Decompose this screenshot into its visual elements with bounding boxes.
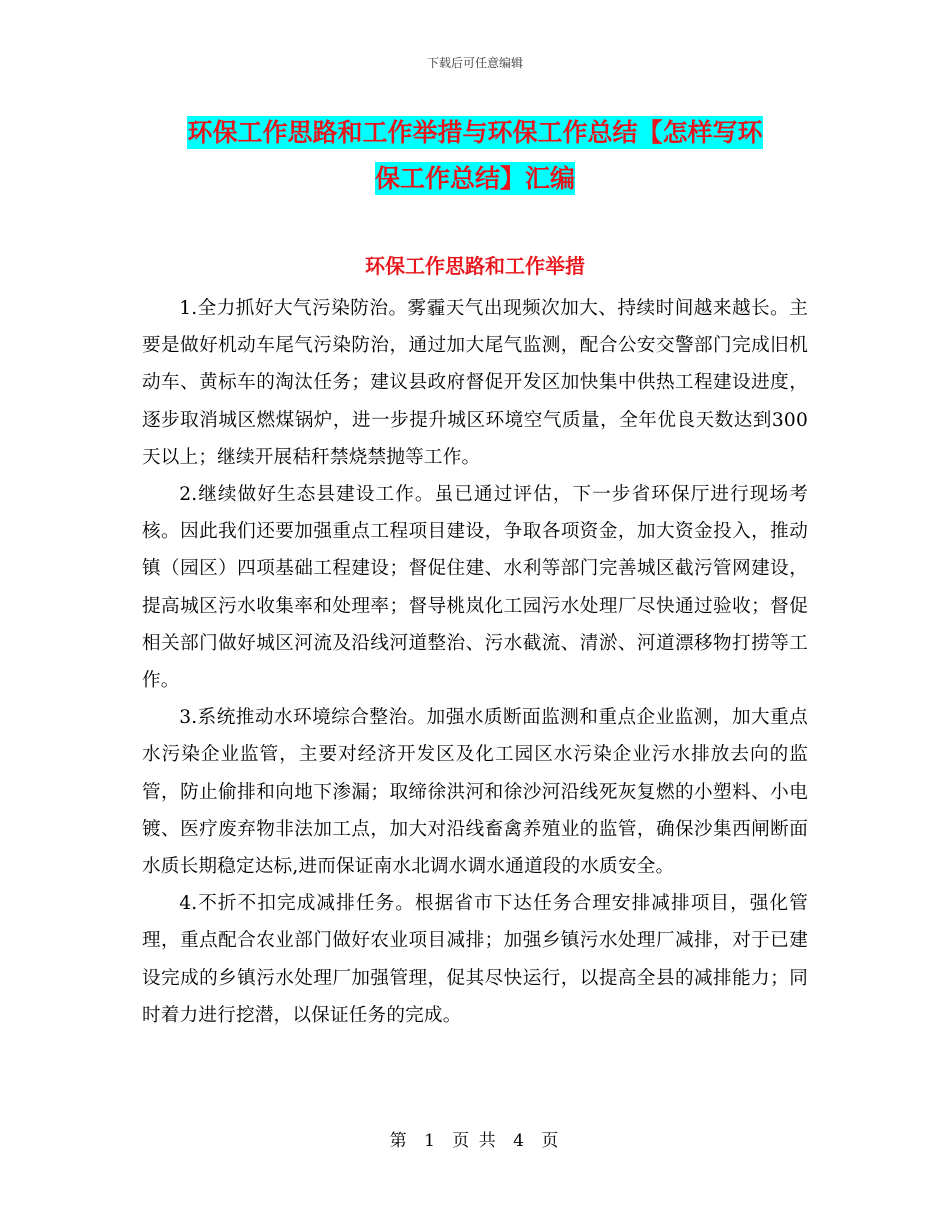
paragraph-3: 3.系统推动水环境综合整治。加强水质断面监测和重点企业监测，加大重点水污染企业监管，主要对经济开发区及化工园区水污染企业污水排放去向的监管，防止偷排和向地下渗漏；取缔徐洪河和徐沙河沿线死灰复燃的小塑料、小电镀、医疗废弃物非法加工点，加大对沿线畜禽养殖业的监管，确保沙集西闸断面水质长期稳定达标,进而保证南水北调水调水通道段的水质安全。	[142, 707, 808, 878]
footer-suffix: 页	[541, 1131, 561, 1151]
document-title	[140, 110, 810, 202]
title-line-2: 保工作总结】汇编	[374, 164, 575, 193]
footer-middle: 页 共	[452, 1131, 498, 1151]
body-text	[142, 290, 808, 1034]
footer-prefix: 第	[389, 1131, 409, 1151]
page-footer	[0, 1126, 950, 1151]
paragraph-2: 2.继续做好生态县建设工作。虽已通过评估，下一步省环保厅进行现场考核。因此我们还要加强重点工程项目建设，争取各项资金，加大资金投入，推动镇（园区）四项基础工程建设；督促住建、水利等部门完善城区截污管网建设，提高城区污水收集率和处理率；督导桃岚化工园污水处理厂尽快通过验收；督促相关部门做好城区河流及沿线河道整治、污水截流、清淤、河道漂移物打捞等工作。	[142, 484, 808, 692]
footer-total-pages: 4	[513, 1131, 526, 1151]
paragraph-4: 4.不折不扣完成减排任务。根据省市下达任务合理安排减排项目，强化管理，重点配合农业部门做好农业项目减排；加强乡镇污水处理厂减排，对于已建设完成的乡镇污水处理厂加强管理，促其尽快运行，以提高全县的减排能力；同时着力进行挖潜，以保证任务的完成。	[142, 893, 808, 1026]
paragraph-1: 1.全力抓好大气污染防治。雾霾天气出现频次加大、持续时间越来越长。主要是做好机动车尾气污染防治，通过加大尾气监测，配合公安交警部门完成旧机动车、黄标车的淘汰任务；建议县政府督促开发区加快集中供热工程建设进度，逐步取消城区燃煤锅炉，进一步提升城区环境空气质量，全年优良天数达到300天以上；继续开展秸秆禁烧禁抛等工作。	[142, 298, 808, 468]
header-note: 下载后可任意编辑	[426, 56, 523, 70]
section-heading: 环保工作思路和工作举措	[365, 254, 585, 278]
footer-page-number: 1	[424, 1131, 437, 1151]
title-line-1: 环保工作思路和工作举措与环保工作总结【怎样写环	[187, 118, 763, 147]
